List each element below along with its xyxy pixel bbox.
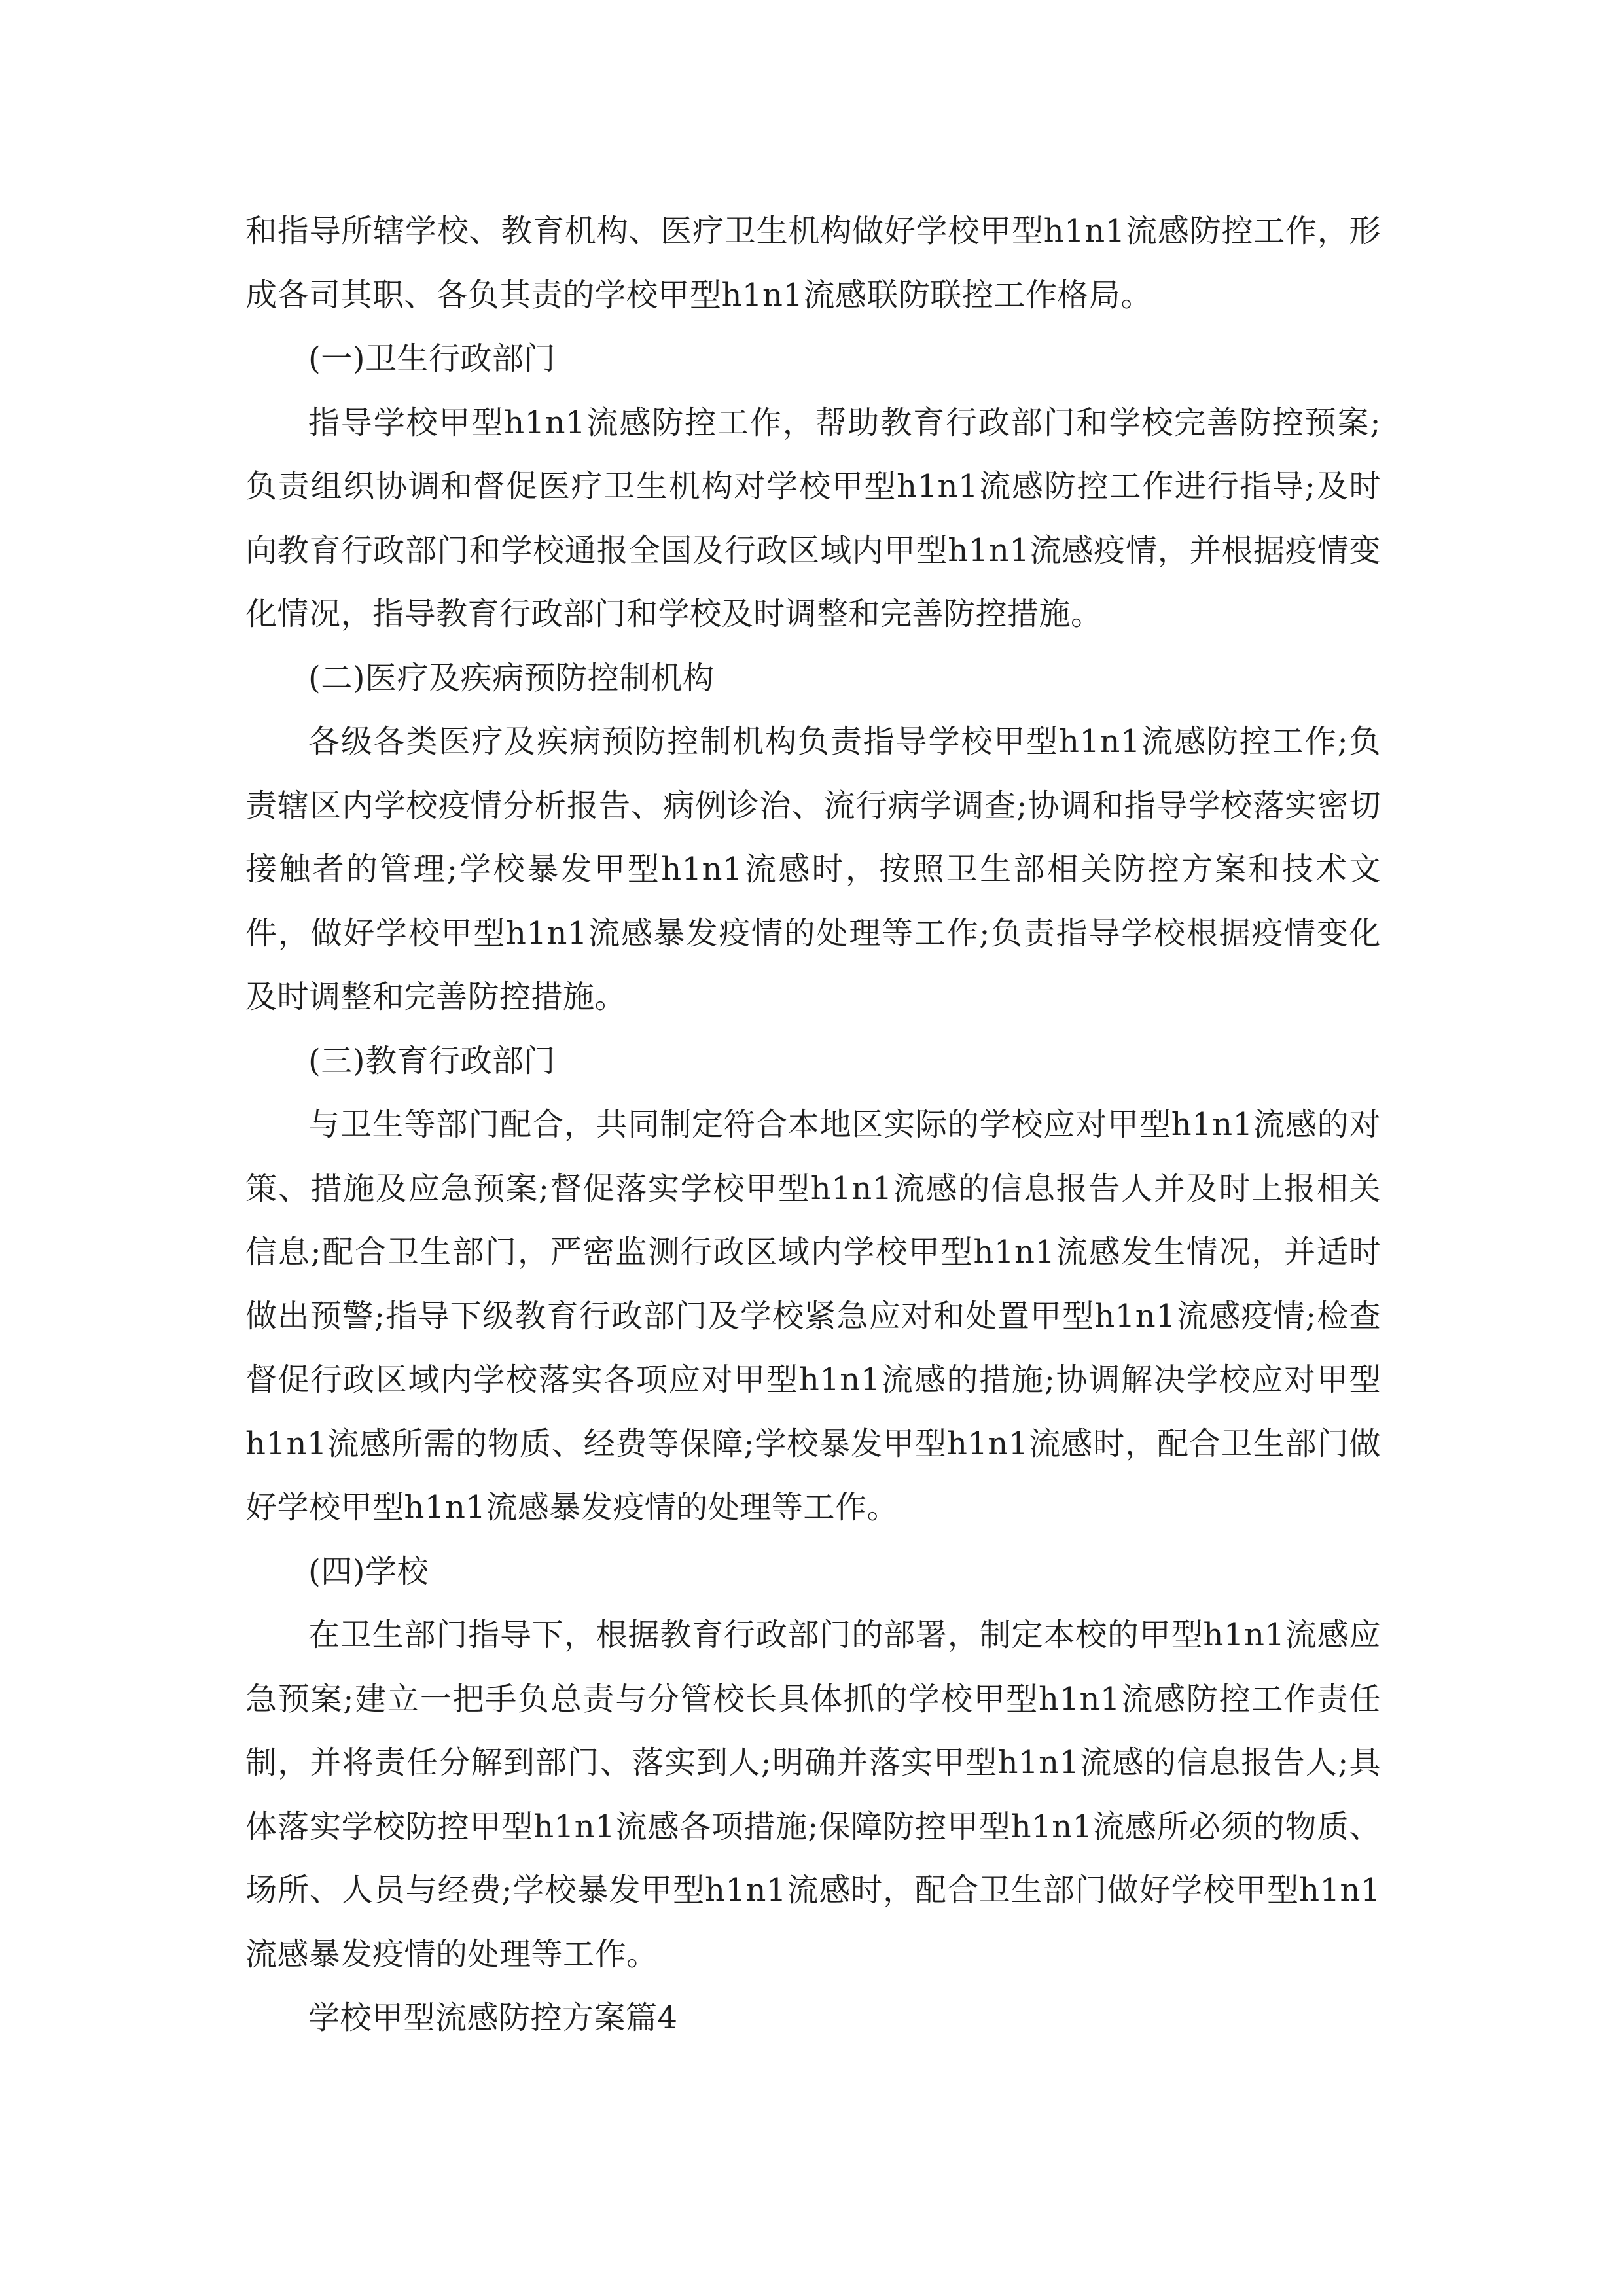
section-heading-education-admin: (三)教育行政部门: [308, 1042, 556, 1079]
section-heading-medical-cdc: (二)医疗及疾病预防控制机构: [308, 659, 715, 696]
paragraph-continued: 和指导所辖学校、教育机构、医疗卫生机构做好学校甲型h1n1流感防控工作，形成各司其职、各负其责的学校甲型h1n1流感联防联控工作格局。: [245, 213, 1381, 314]
section-heading-school: (四)学校: [308, 1552, 429, 1590]
chapter-title-part-4: 学校甲型流感防控方案篇4: [308, 2000, 678, 2036]
paragraph-school: 在卫生部门指导下，根据教育行政部门的部署，制定本校的甲型h1n1流感应急预案;建立一把手负总责与分管校长具体抓的学校甲型h1n1流感防控工作责任制，并将责任分解到部门、落实到人;明确并落实甲型h1n1流感的信息报告人;具体落实学校防控甲型h1n1流感各项措施;保障防控甲型h1n1流感所必须的物质、场所、人员与经费;学校暴发甲型h1n1流感时，配合卫生部门做好学校甲型h1n1流感暴发疫情的处理等工作。: [245, 1617, 1381, 1973]
section-heading-health-admin: (一)卫生行政部门: [308, 340, 556, 377]
document-body: [245, 200, 1381, 2051]
paragraph-medical-cdc: 各级各类医疗及疾病预防控制机构负责指导学校甲型h1n1流感防控工作;负责辖区内学校疫情分析报告、病例诊治、流行病学调查;协调和指导学校落实密切接触者的管理;学校暴发甲型h1n1流感时，按照卫生部相关防控方案和技术文件，做好学校甲型h1n1流感暴发疫情的处理等工作;负责指导学校根据疫情变化及时调整和完善防控措施。: [245, 723, 1381, 1015]
paragraph-education-admin: 与卫生等部门配合，共同制定符合本地区实际的学校应对甲型h1n1流感的对策、措施及应急预案;督促落实学校甲型h1n1流感的信息报告人并及时上报相关信息;配合卫生部门，严密监测行政区域内学校甲型h1n1流感发生情况，并适时做出预警;指导下级教育行政部门及学校紧急应对和处置甲型h1n1流感疫情;检查督促行政区域内学校落实各项应对甲型h1n1流感的措施;协调解决学校应对甲型h1n1流感所需的物质、经费等保障;学校暴发甲型h1n1流感时，配合卫生部门做好学校甲型h1n1流感暴发疫情的处理等工作。: [245, 1106, 1381, 1526]
paragraph-health-admin: 指导学校甲型h1n1流感防控工作，帮助教育行政部门和学校完善防控预案;负责组织协调和督促医疗卫生机构对学校甲型h1n1流感防控工作进行指导;及时向教育行政部门和学校通报全国及行政区域内甲型h1n1流感疫情，并根据疫情变化情况，指导教育行政部门和学校及时调整和完善防控措施。: [245, 404, 1381, 632]
